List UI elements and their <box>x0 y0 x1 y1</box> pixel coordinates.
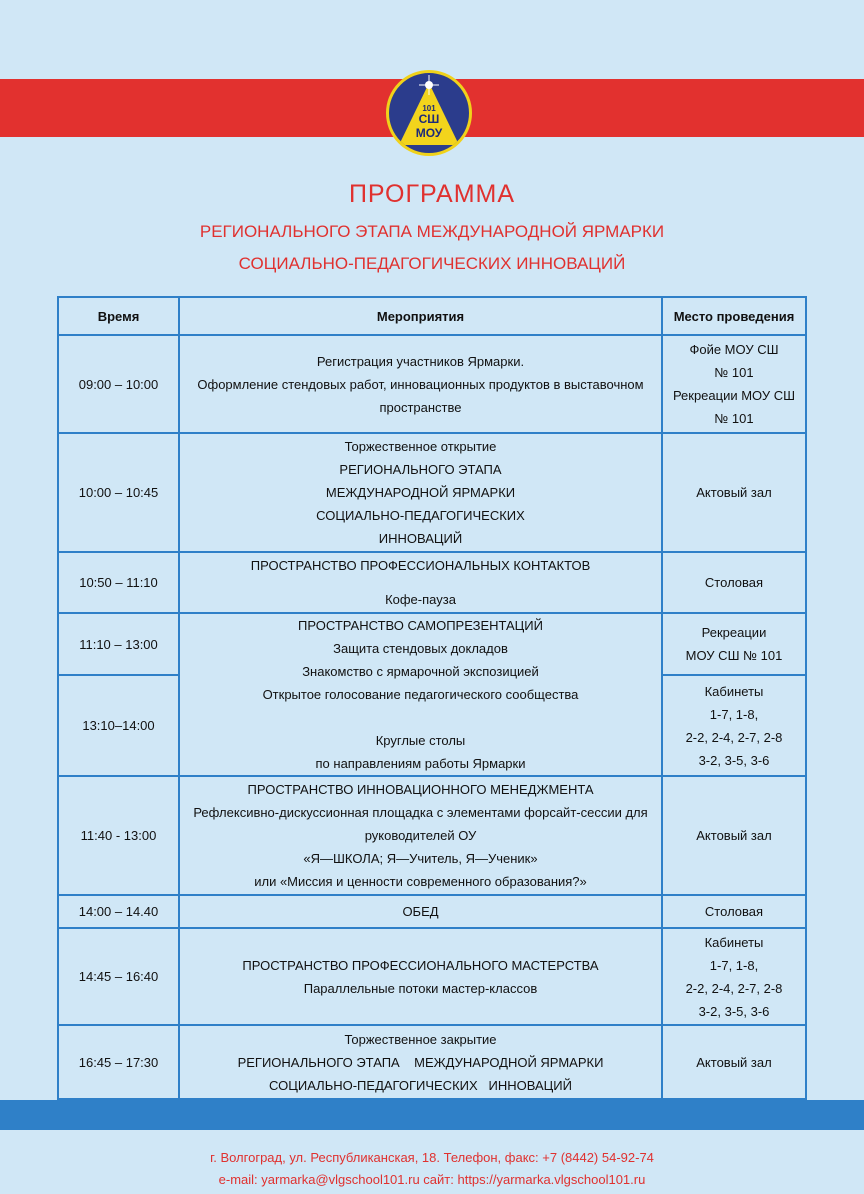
row-place: Актовый зал <box>662 776 806 895</box>
footer-contacts: e-mail: yarmarka@vlgschool101.ru сайт: https://yarmarka.vlgschool101.ru <box>218 1172 646 1187</box>
header-time: Время <box>58 297 179 335</box>
row-time: 14:00 – 14.40 <box>58 895 179 928</box>
row-time: 09:00 – 10:00 <box>58 335 179 433</box>
subtitle-line-1: РЕГИОНАЛЬНОГО ЭТАПА МЕЖДУНАРОДНОЙ ЯРМАРКИ <box>199 222 665 241</box>
row-time: 10:00 – 10:45 <box>58 433 179 552</box>
footer-address: г. Волгоград, ул. Республиканская, 18. Телефон, факс: +7 (8442) 54-92-74 <box>210 1150 654 1165</box>
row-event: Торжественное открытие РЕГИОНАЛЬНОГО ЭТАПА МЕЖДУНАРОДНОЙ ЯРМАРКИ СОЦИАЛЬНО-ПЕДАГОГИЧЕСКИХ ИННОВАЦИЙ <box>179 433 662 552</box>
logo-text-top: 101 <box>422 104 436 113</box>
row-place: Кабинеты 1-7, 1-8, 2-2, 2-4, 2-7, 2-8 3-2, 3-5, 3-6 <box>662 928 806 1025</box>
table-row <box>58 433 806 552</box>
table-header-row <box>58 297 806 335</box>
row-time: 11:10 – 13:00 <box>58 613 179 675</box>
table-row <box>58 895 806 928</box>
row-event: Регистрация участников Ярмарки. Оформление стендовых работ, инновационных продуктов в выставочном пространстве <box>179 335 662 433</box>
program-table <box>57 296 807 1100</box>
table-row <box>58 613 806 675</box>
footer-blue-band <box>0 1100 864 1130</box>
subtitle-line-2: СОЦИАЛЬНО-ПЕДАГОГИЧЕСКИХ ИННОВАЦИЙ <box>238 254 626 273</box>
row-place: Актовый зал <box>662 1025 806 1099</box>
row-place: Актовый зал <box>662 433 806 552</box>
row-time: 13:10–14:00 <box>58 675 179 776</box>
row-time: 14:45 – 16:40 <box>58 928 179 1025</box>
table-row <box>58 552 806 613</box>
row-place: Кабинеты 1-7, 1-8, 2-2, 2-4, 2-7, 2-8 3-2, 3-5, 3-6 <box>662 675 806 776</box>
header-event: Мероприятия <box>179 297 662 335</box>
row-event: Торжественное закрытие РЕГИОНАЛЬНОГО ЭТАПА МЕЖДУНАРОДНОЙ ЯРМАРКИ СОЦИАЛЬНО-ПЕДАГОГИЧЕСКИХ ИННОВАЦИЙ <box>179 1025 662 1099</box>
row-event: ПРОСТРАНСТВО ПРОФЕССИОНАЛЬНОГО МАСТЕРСТВА Параллельные потоки мастер-классов <box>179 928 662 1025</box>
row-place: Столовая <box>662 552 806 613</box>
row-place: Рекреации МОУ СШ № 101 <box>662 613 806 675</box>
row-time: 16:45 – 17:30 <box>58 1025 179 1099</box>
table-row <box>58 1025 806 1099</box>
header-place: Место проведения <box>662 297 806 335</box>
table-row <box>58 776 806 895</box>
row-event: ОБЕД <box>179 895 662 928</box>
row-place: Фойе МОУ СШ № 101 Рекреации МОУ СШ № 101 <box>662 335 806 433</box>
row-event: ПРОСТРАНСТВО ПРОФЕССИОНАЛЬНЫХ КОНТАКТОВ Кофе-пауза <box>179 552 662 613</box>
logo-text-mid: СШ <box>418 112 440 126</box>
page-title: ПРОГРАММА <box>348 180 516 208</box>
row-event: ПРОСТРАНСТВО ИННОВАЦИОННОГО МЕНЕДЖМЕНТА Рефлексивно-дискуссионная площадка с элементами форсайт-сессии для руководителей ОУ «Я—ШКОЛА; Я—Учитель, Я—Ученик» или «Миссия и ценности современного образования?» <box>179 776 662 895</box>
school-logo <box>386 70 472 156</box>
table-row <box>58 335 806 433</box>
table-row <box>58 928 806 1025</box>
row-place: Столовая <box>662 895 806 928</box>
row-time: 10:50 – 11:10 <box>58 552 179 613</box>
row-time: 11:40 - 13:00 <box>58 776 179 895</box>
logo-text-bottom: МОУ <box>415 126 443 140</box>
row-event: ПРОСТРАНСТВО САМОПРЕЗЕНТАЦИЙ Защита стендовых докладов Знакомство с ярмарочной экспозицией Открытое голосование педагогического сообщества Круглые столы по направлениям работы Ярмарки <box>179 613 662 776</box>
